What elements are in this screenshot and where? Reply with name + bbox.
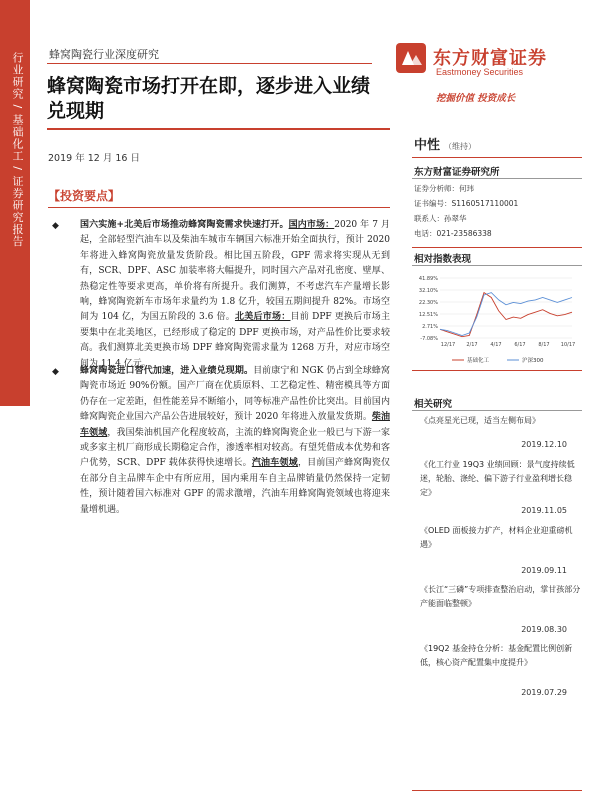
sidebar-label: 行业研究 / 基础化工 / 证券研究报告: [11, 52, 24, 248]
chart-title-divider: [412, 265, 582, 266]
rating: [414, 134, 476, 153]
category-divider: [47, 63, 372, 64]
logo-name-cn: 东方财富证券: [433, 48, 547, 69]
y-tick-label: 2.71%: [422, 324, 438, 330]
x-tick-label: 8/17: [538, 342, 550, 348]
point-2-lead: 蜂窝陶瓷进口替代加速，进入业绩兑现期。: [80, 366, 254, 376]
y-tick-label: 22.30%: [418, 300, 438, 306]
x-tick-label: 2/17: [466, 342, 478, 348]
related-item-title: 《19Q2 基金持仓分析：基金配置比例创新低，核心资产配置集中度提升》: [420, 644, 573, 667]
rating-sub: （维持）: [444, 142, 477, 151]
analyst-name: 证券分析师：何玮: [414, 184, 474, 193]
x-tick-label: 10/17: [560, 342, 576, 348]
related-item-title: 《OLED 面板接力扩产，材料企业迎重磅机遇》: [420, 526, 573, 549]
series-line: [440, 293, 572, 337]
point-2-text-2: ，我国柴油机国产化程度较高，主流的蜂窝陶瓷企业一般已与下游一家或多家主机厂商形成长期稳定合作，渗透率相对较高。有望凭借成本优势和客户优势，SCR、DPF 载体获得快速增长。: [80, 427, 390, 469]
section-heading: 【投资要点】: [48, 189, 121, 203]
chart-title: 相对指数表现: [414, 254, 472, 265]
related-item-date: 2019.12.10: [521, 440, 567, 449]
diamond-bullet-icon: ◆: [52, 221, 59, 231]
chart-divider: [412, 247, 582, 248]
legend-label: 基础化工: [467, 358, 490, 364]
institute-name: 东方财富证券研究所: [414, 167, 500, 178]
related-item-date: 2019.07.29: [521, 688, 567, 697]
logo-slogan: 挖掘价值 投资成长: [436, 93, 516, 104]
point-1-paragraph: [80, 218, 390, 372]
contact-name: 联系人：孙翠华: [414, 214, 467, 223]
report-date: 2019 年 12 月 16 日: [48, 153, 140, 164]
related-item-date: 2019.08.30: [521, 625, 567, 634]
x-tick-label: 12/17: [440, 342, 456, 348]
diamond-bullet-icon: ◆: [52, 367, 59, 377]
point-1-text-na: 目前 DPF 更换后市场主要集中在北美地区，已经形成了稳定的 DPF 更换市场，对产品性价比要求较高。我们测算北美更换市场 DPF 蜂窝陶瓷需求量为 1268 万升，对应市场空间为 11.4 亿元。: [80, 312, 390, 369]
point-2-subhead-gasoline: 汽油车领域: [251, 458, 298, 469]
y-tick-label: 32.10%: [418, 288, 438, 294]
sidebar-band: [0, 0, 30, 406]
rating-divider: [412, 157, 582, 158]
logo-icon: [396, 43, 426, 73]
point-1-lead: 国六实施+北美后市场推动蜂窝陶瓷需求快速打开。: [80, 220, 289, 230]
legend-label: 沪深300: [522, 358, 544, 364]
institute-divider: [412, 178, 582, 179]
bottom-divider: [412, 790, 582, 791]
point-1-subhead-domestic: 国内市场：: [288, 220, 335, 230]
related-item-date: 2019.09.11: [521, 566, 567, 575]
analyst-cert: 证书编号：S1160517110001: [414, 199, 519, 208]
point-2-text-3: ，目前国产蜂窝陶瓷仅在部分自主品牌车企中有所应用，国内乘用车自主品牌销量仍然保持一定韧性，预计随着国六标准对 GPF 的需求激增，汽油车用蜂窝陶瓷领域也将迎来量增机遇。: [80, 458, 390, 515]
related-divider: [412, 410, 582, 411]
x-tick-label: 6/17: [514, 342, 526, 348]
title-divider: [47, 128, 390, 130]
rating-value: 中性: [414, 138, 441, 153]
report-category: 蜂窝陶瓷行业深度研究: [49, 48, 159, 61]
title-line-1: 蜂窝陶瓷市场打开在即，逐步进入业绩: [47, 75, 371, 97]
y-tick-label: -7.08%: [420, 336, 438, 342]
report-title: [47, 74, 387, 124]
point-2-text-1: 目前康宁和 NGK 仍占到全球蜂窝陶瓷市场近 90%份额。国产厂商在优质原料、工艺稳定性、精密模具等方面仍存在一定差距，但性能差异不断缩小，同等标准产品性价比突出。目前国内蜂窝陶瓷企业国六产品公告进展较好，预计 2020 年将进入放量发货期。: [80, 366, 390, 423]
title-line-2: 兑现期: [47, 100, 105, 122]
x-tick-label: 4/17: [490, 342, 502, 348]
point-2-subhead-diesel: 柴油车领域: [80, 412, 390, 438]
point-2-paragraph: [80, 364, 390, 518]
relative-index-chart: [412, 270, 582, 370]
related-item-date: 2019.11.05: [521, 506, 567, 515]
logo-name-en: Eastmoney Securities: [436, 67, 524, 77]
section-divider: [48, 207, 390, 208]
related-item-title: 《化工行业 19Q3 业绩回顾：景气度持续低迷，轮胎、涤纶、偏下游子行业盈利增长稳定》: [420, 460, 575, 497]
contact-phone: 电话：021-23586338: [414, 229, 492, 238]
y-tick-label: 41.89%: [418, 276, 438, 282]
related-item-title: 《点亮星光已现，适当左侧布局》: [420, 416, 540, 425]
point-1-subhead-na: 北美后市场：: [234, 312, 291, 323]
related-item-title: 《长江“三磷”专项排查整治启动，掌甘孩部分产能面临整顿》: [420, 585, 581, 608]
y-tick-label: 12.51%: [418, 312, 438, 318]
related-heading: 相关研究: [414, 399, 453, 410]
point-1-text-domestic: 2020 年 7 月起，全部轻型汽油车以及柴油车城市车辆国六标准开始全面执行，预计 2020 年将进入蜂窝陶瓷放量发货阶段。相比国五阶段，GPF 需求将实现从无到有，SCR、DPF、ASC 加装率将大幅提升，同时国六产品对孔密度、壁厚、热稳定性等要求更高，单价将有所提升。我们测算，不考虑汽车产量增长影响，蜂窝陶瓷新车市场年求量约为 1.8 亿升，较国五期间提升 82%。市场空间为 104 亿，为国五阶段的 3.6 倍。: [80, 220, 390, 323]
related-top-divider: [412, 370, 582, 371]
